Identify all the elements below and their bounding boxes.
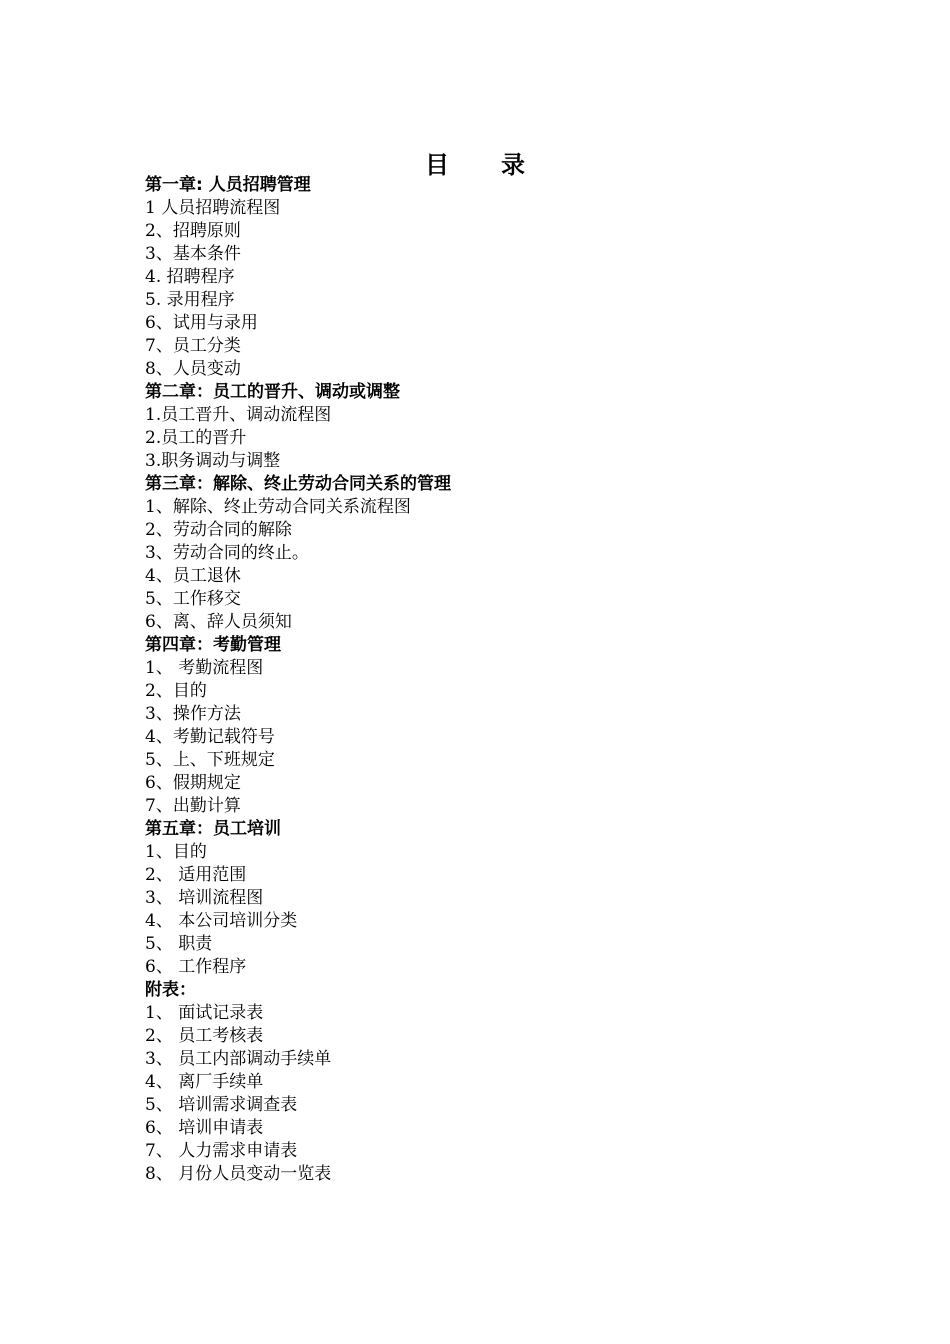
- toc-item: 1、解除、终止劳动合同关系流程图: [145, 497, 411, 517]
- toc-item: 4、 本公司培训分类: [145, 911, 298, 931]
- toc-item: 6、假期规定: [145, 773, 241, 793]
- toc-item: 2.员工的晋升: [145, 428, 247, 448]
- toc-item: 2、招聘原则: [145, 221, 241, 241]
- toc-item: 2、目的: [145, 681, 207, 701]
- toc-item: 5、 职责: [145, 934, 213, 954]
- toc-item: 6、试用与录用: [145, 313, 258, 333]
- toc-chapter-heading: 第三章：解除、终止劳动合同关系的管理: [145, 474, 451, 494]
- toc-item: 4、员工退休: [145, 566, 241, 586]
- toc-item: 4. 招聘程序: [145, 267, 235, 287]
- toc-item: 4、考勤记载符号: [145, 727, 275, 747]
- toc-item: 1、目的: [145, 842, 207, 862]
- toc-item: 2、劳动合同的解除: [145, 520, 292, 540]
- toc-item: 5、上、下班规定: [145, 750, 275, 770]
- toc-chapter-heading: 第五章：员工培训: [145, 819, 281, 839]
- toc-item: 7、出勤计算: [145, 796, 241, 816]
- toc-item: 2、 员工考核表: [145, 1026, 264, 1046]
- toc-chapter-heading: 附表：: [145, 980, 196, 1000]
- toc-item: 8、人员变动: [145, 359, 241, 379]
- toc-item: 3、操作方法: [145, 704, 241, 724]
- toc-item: 5、工作移交: [145, 589, 241, 609]
- toc-item: 5、 培训需求调查表: [145, 1095, 298, 1115]
- toc-item: 4、 离厂手续单: [145, 1072, 264, 1092]
- toc-item: 6、离、辞人员须知: [145, 612, 292, 632]
- toc-item: 1.员工晋升、调动流程图: [145, 405, 332, 425]
- toc-item: 7、员工分类: [145, 336, 241, 356]
- toc-chapter-heading: 第二章：员工的晋升、调动或调整: [145, 382, 400, 402]
- toc-item: 8、 月份人员变动一览表: [145, 1164, 332, 1184]
- toc-item: 3、 员工内部调动手续单: [145, 1049, 332, 1069]
- toc-item: 6、 工作程序: [145, 957, 247, 977]
- toc-chapter-heading: 第四章：考勤管理: [145, 635, 281, 655]
- toc-item: 1、 面试记录表: [145, 1003, 264, 1023]
- title-char-2: 录: [501, 150, 525, 179]
- toc-item: 3.职务调动与调整: [145, 451, 281, 471]
- toc-chapter-heading: 第一章: 人员招聘管理: [145, 175, 311, 195]
- toc-item: 1、 考勤流程图: [145, 658, 264, 678]
- toc-item: 6、 培训申请表: [145, 1118, 264, 1138]
- toc-item: 3、基本条件: [145, 244, 241, 264]
- table-of-contents: [145, 174, 845, 1186]
- title-char-1: 目: [425, 150, 449, 179]
- toc-item: 2、 适用范围: [145, 865, 247, 885]
- toc-item: 3、 培训流程图: [145, 888, 264, 908]
- toc-item: 3、劳动合同的终止。: [145, 543, 309, 563]
- toc-item: 5. 录用程序: [145, 290, 235, 310]
- toc-item: 1 人员招聘流程图: [145, 198, 281, 218]
- toc-item: 7、 人力需求申请表: [145, 1141, 298, 1161]
